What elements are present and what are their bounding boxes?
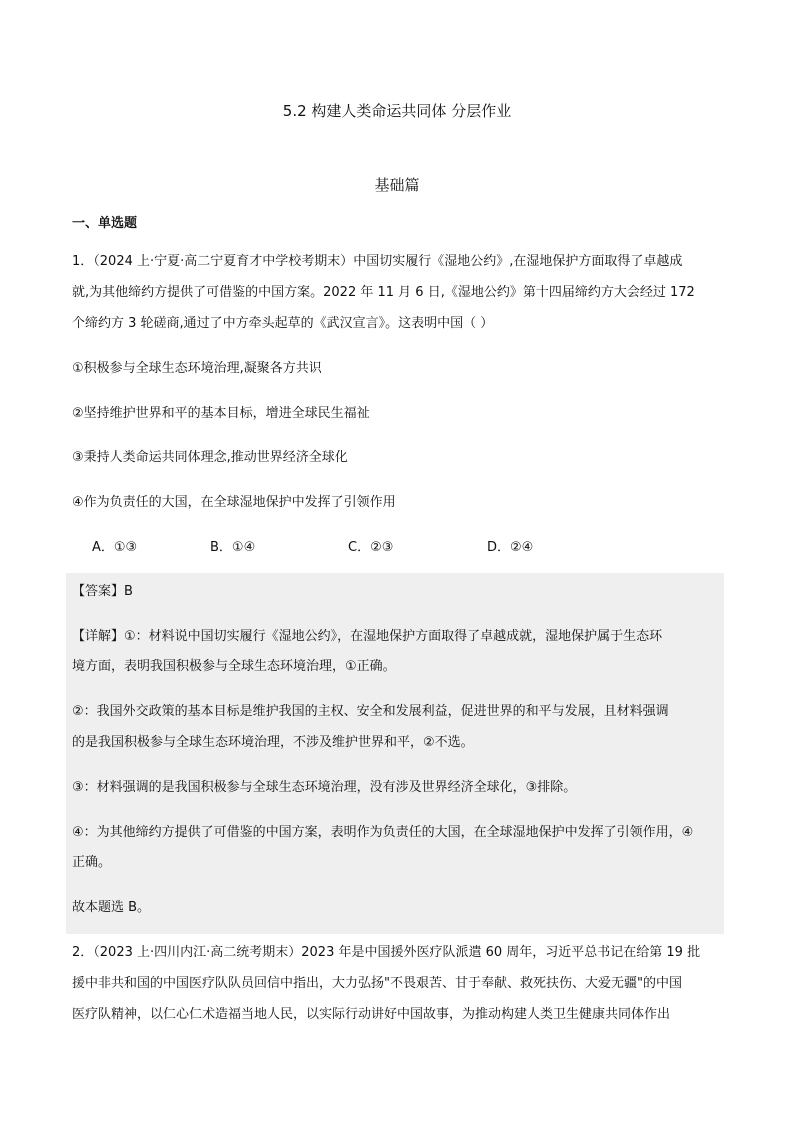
answer-label: 【答案】B (72, 584, 133, 599)
answer-detail-line: ④：为其他缔约方提供了可借鉴的中国方案，表明作为负责任的大国，在全球湿地保护中发挥了引领作用，④ (72, 825, 694, 840)
section-heading: 一、单选题 (72, 216, 138, 231)
q2-line: 医疗队精神，以仁心仁术造福当地人民，以实际行动讲好中国故事，为推动构建人类卫生健康共同体作出 (72, 1007, 671, 1022)
q1-statement: ①积极参与全球生态环境治理,凝聚各方共识 (72, 361, 322, 376)
answer-detail-line: 【详解】①：材料说中国切实履行《湿地公约》，在湿地保护方面取得了卓越成就，湿地保护属于生态环 (72, 629, 663, 644)
q1-statement: ②坚持维护世界和平的基本目标，增进全球民生福祉 (72, 406, 370, 421)
answer-detail-line: ③：材料强调的是我国积极参与全球生态环境治理，没有涉及世界经济全球化，③排除。 (72, 780, 577, 795)
option-a: A．①③ (92, 540, 138, 555)
option-d: D．②④ (487, 540, 534, 555)
answer-detail-line: 境方面，表明我国积极参与全球生态环境治理，①正确。 (72, 659, 396, 674)
option-b: B．①④ (210, 540, 256, 555)
answer-detail-line: 的是我国积极参与全球生态环境治理，不涉及维护世界和平，②不选。 (72, 735, 474, 750)
page-subtitle: 基础篇 (374, 176, 420, 194)
answer-detail-line: 正确。 (72, 855, 112, 870)
answer-detail-line: ②：我国外交政策的基本目标是维护我国的主权、安全和发展利益，促进世界的和平与发展，且材料强调 (72, 704, 669, 719)
q1-statement: ③秉持人类命运共同体理念,推动世界经济全球化 (72, 450, 348, 465)
q2-line: 援中非共和国的中国医疗队队员回信中指出，大力弘扬"不畏艰苦、甘于奉献、救死扶伤、大爱无疆"的中国 (72, 976, 682, 991)
page-title: 5.2 构建人类命运共同体 分层作业 (282, 102, 512, 120)
q1-line: 个缔约方 3 轮磋商,通过了中方牵头起草的《武汉宣言》。这表明中国（ ） (72, 316, 494, 331)
q2-line: 2．（2023 上·四川内江·高二统考期末）2023 年是中国援外医疗队派遣 60 周年，习近平总书记在给第 19 批 (72, 945, 701, 960)
option-c: C．②③ (348, 540, 394, 555)
answer-detail-line: 故本题选 B。 (72, 900, 151, 915)
q1-statement: ④作为负责任的大国，在全球湿地保护中发挥了引领作用 (72, 495, 396, 510)
q1-line: 就,为其他缔约方提供了可借鉴的中国方案。2022 年 11 月 6 日,《湿地公约》第十四届缔约方大会经过 172 (72, 285, 695, 300)
q1-line: 1．（2024 上·宁夏·高二宁夏育才中学校考期末）中国切实履行《湿地公约》,在湿地保护方面取得了卓越成 (72, 254, 683, 269)
